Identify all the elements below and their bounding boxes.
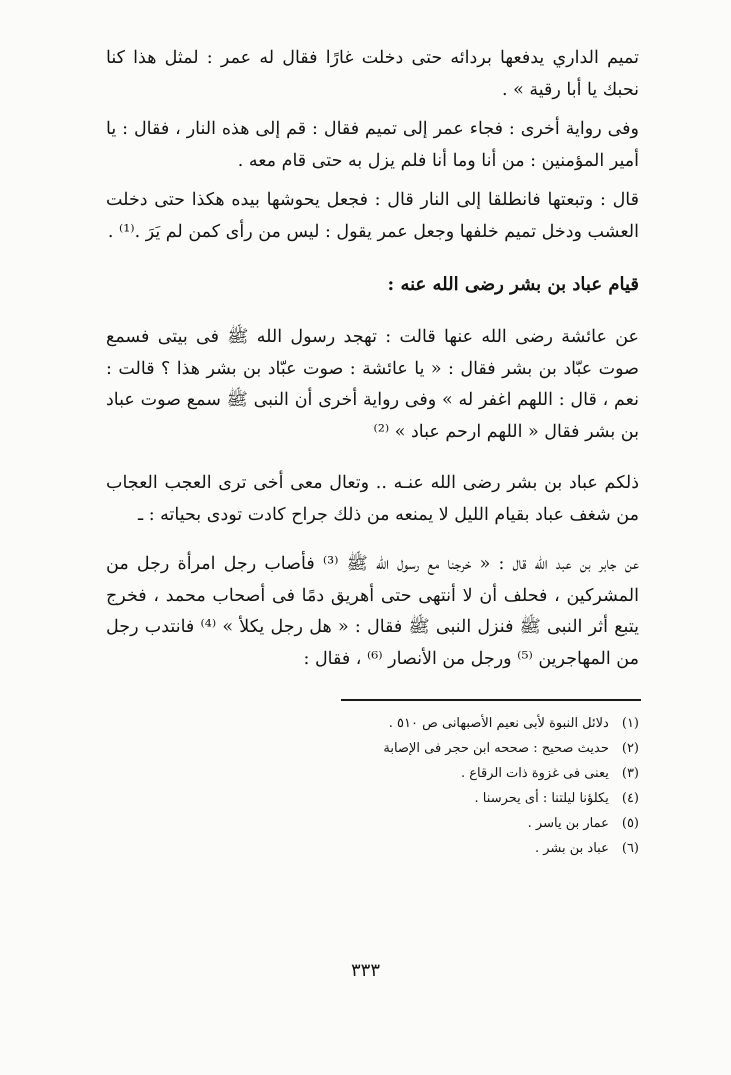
footnote-separator <box>341 699 641 701</box>
paragraph-5: ذلكم عباد بن بشر رضى الله عنـه .. وتعال معى أخى ترى العجب العجاب من شغف عباد بقيام الليل لا يمنعه من ذلك جراح كادت تودى بحياته : ـ <box>106 473 639 525</box>
footnotes <box>106 711 639 861</box>
section-heading: قيام عباد بن بشر رضى الله عنه : <box>387 274 639 295</box>
footnote-1 <box>106 711 639 736</box>
footnote-3 <box>106 761 639 786</box>
paragraph-3: قال : وتبعتها فانطلقا إلى النار قال : فجعل يحوشها بيده هكذا حتى دخلت العشب ودخل تميم خلفها وجعل عمر يقول : ليس من رأى كمن لم يَرَ .⁽¹⁾ . <box>106 190 639 242</box>
footnote-number: (٤) <box>621 791 639 806</box>
footnote-text: يكلؤنا ليلتنا : أى يحرسنا . <box>474 791 609 806</box>
footnote-number: (٦) <box>621 841 639 856</box>
footnote-text: عباد بن بشر . <box>534 841 609 856</box>
footnote-number: (١) <box>621 716 639 731</box>
footnote-number: (٢) <box>621 741 639 756</box>
paragraph-1: تميم الداري يدفعها بردائه حتى دخلت غارًا فقال له عمر : لمثل هذا كنا نحبك يا أبا رقية » . <box>106 48 639 100</box>
footnote-number: (٣) <box>621 766 639 781</box>
footnote-text: يعنى فى غزوة ذات الرقاع . <box>460 766 609 781</box>
paragraph-2: وفى رواية أخرى : فجاء عمر إلى تميم فقال : قم إلى هذه النار ، فقال : يا أمير المؤمنين : من أنا وما أنا فلم يزل به حتى قام معه . <box>106 119 639 171</box>
paragraph-6: عن جابر بن عبد الله قال : « خرجنا مع رسول الله ﷺ ⁽³⁾ فأصاب رجل امرأة رجل من المشركين ، فحلف أن لا أنتهى حتى أهريق دمًا فى أصحاب محمد ، فخرج يتبع أثر النبى ﷺ فنزل النبى ﷺ فقال : « هل رجل يكلأ » ⁽⁴⁾ فانتدب رجل من المهاجرين ⁽⁵⁾ ورجل من الأنصار ⁽⁶⁾ ، فقال : <box>106 554 639 669</box>
footnote-2 <box>106 736 639 761</box>
footnote-5 <box>106 811 639 836</box>
footnote-text: عمار بن ياسر . <box>527 816 609 831</box>
page-number: ٣٣٣ <box>350 960 380 981</box>
footnote-text: دلائل النبوة لأبى نعيم الأصبهانى ص ٥١٠ . <box>388 716 609 731</box>
footnote-number: (٥) <box>621 816 639 831</box>
footnote-6 <box>106 836 639 861</box>
paragraph-4: عن عائشة رضى الله عنها قالت : تهجد رسول الله ﷺ فى بيتى فسمع صوت عبّاد بن بشر فقال : « يا عائشة : صوت عبّاد بن بشر هذا ؟ قالت : نعم ، قال : اللهم اغفر له » وفى رواية أخرى أن النبى ﷺ سمع صوت عباد بن بشر فقال « اللهم ارحم عباد » ⁽²⁾ <box>106 327 639 442</box>
footnote-text: حديث صحيح : صححه ابن حجر فى الإصابة <box>383 741 609 756</box>
footnote-4 <box>106 786 639 811</box>
